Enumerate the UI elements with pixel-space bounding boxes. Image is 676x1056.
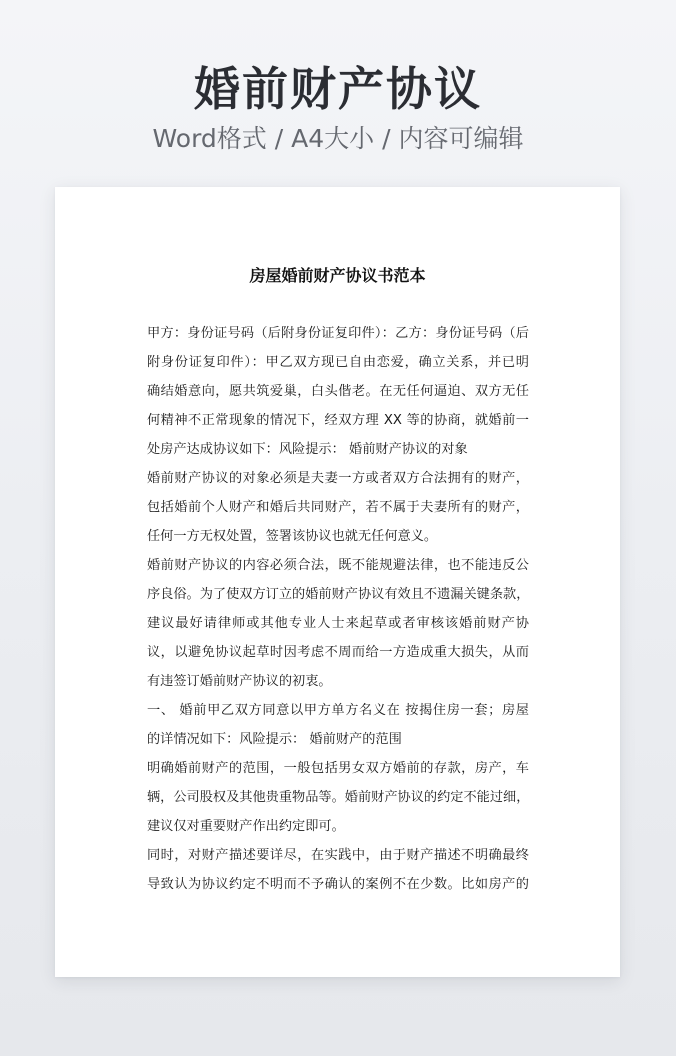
document-body [147, 319, 529, 899]
body-line: 导致认为协议约定不明而不予确认的案例不在少数。比如房产的 [147, 877, 529, 892]
body-line: 的详情况如下：风险提示： 婚前财产的范围 [147, 732, 402, 747]
body-line: 议，以避免协议起草时因考虑不周而给一方造成重大损失，从而 [147, 645, 529, 660]
body-line: 序良俗。为了使双方订立的婚前财产协议有效且不遗漏关键条款， [147, 587, 530, 602]
document-title: 房屋婚前财产协议书范本 [249, 266, 426, 285]
document-page [55, 187, 620, 977]
body-line: 何精神不正常现象的情况下，经双方理 XX 等的协商，就婚前一 [147, 413, 529, 428]
body-line: 甲方：身份证号码（后附身份证复印件）：乙方：身份证号码（后 [147, 326, 529, 341]
body-line: 明确婚前财产的范围，一般包括男女双方婚前的存款，房产，车 [147, 761, 529, 776]
body-line: 一、 婚前甲乙双方同意以甲方单方名义在 按揭住房一套；房屋 [147, 703, 529, 718]
body-line: 建议最好请律师或其他专业人士来起草或者审核该婚前财产协 [147, 616, 529, 631]
body-line: 建议仅对重要财产作出约定即可。 [147, 819, 345, 834]
body-line: 附身份证复印件）：甲乙双方现已自由恋爱，确立关系，并已明 [147, 355, 529, 370]
body-line: 有违签订婚前财产协议的初衷。 [147, 674, 332, 689]
body-line: 婚前财产协议的内容必须合法，既不能规避法律，也不能违反公 [147, 558, 529, 573]
body-line: 任何一方无权处置，签署该协议也就无任何意义。 [147, 529, 438, 544]
body-line: 辆，公司股权及其他贵重物品等。婚前财产协议的约定不能过细， [147, 790, 530, 805]
body-line: 处房产达成协议如下：风险提示： 婚前财产协议的对象 [147, 442, 468, 457]
body-line: 同时，对财产描述要详尽，在实践中，由于财产描述不明确最终 [147, 848, 529, 863]
body-line: 确结婚意向，愿共筑爱巢，白头偕老。在无任何逼迫、双方无任 [147, 384, 529, 399]
page-header [0, 58, 676, 156]
subtitle: Word格式 / A4大小 / 内容可编辑 [152, 124, 524, 153]
body-line: 包括婚前个人财产和婚后共同财产，若不属于夫妻所有的财产， [147, 500, 529, 515]
body-line: 婚前财产协议的对象必须是夫妻一方或者双方合法拥有的财产， [147, 471, 529, 486]
main-title: 婚前财产协议 [194, 62, 482, 116]
